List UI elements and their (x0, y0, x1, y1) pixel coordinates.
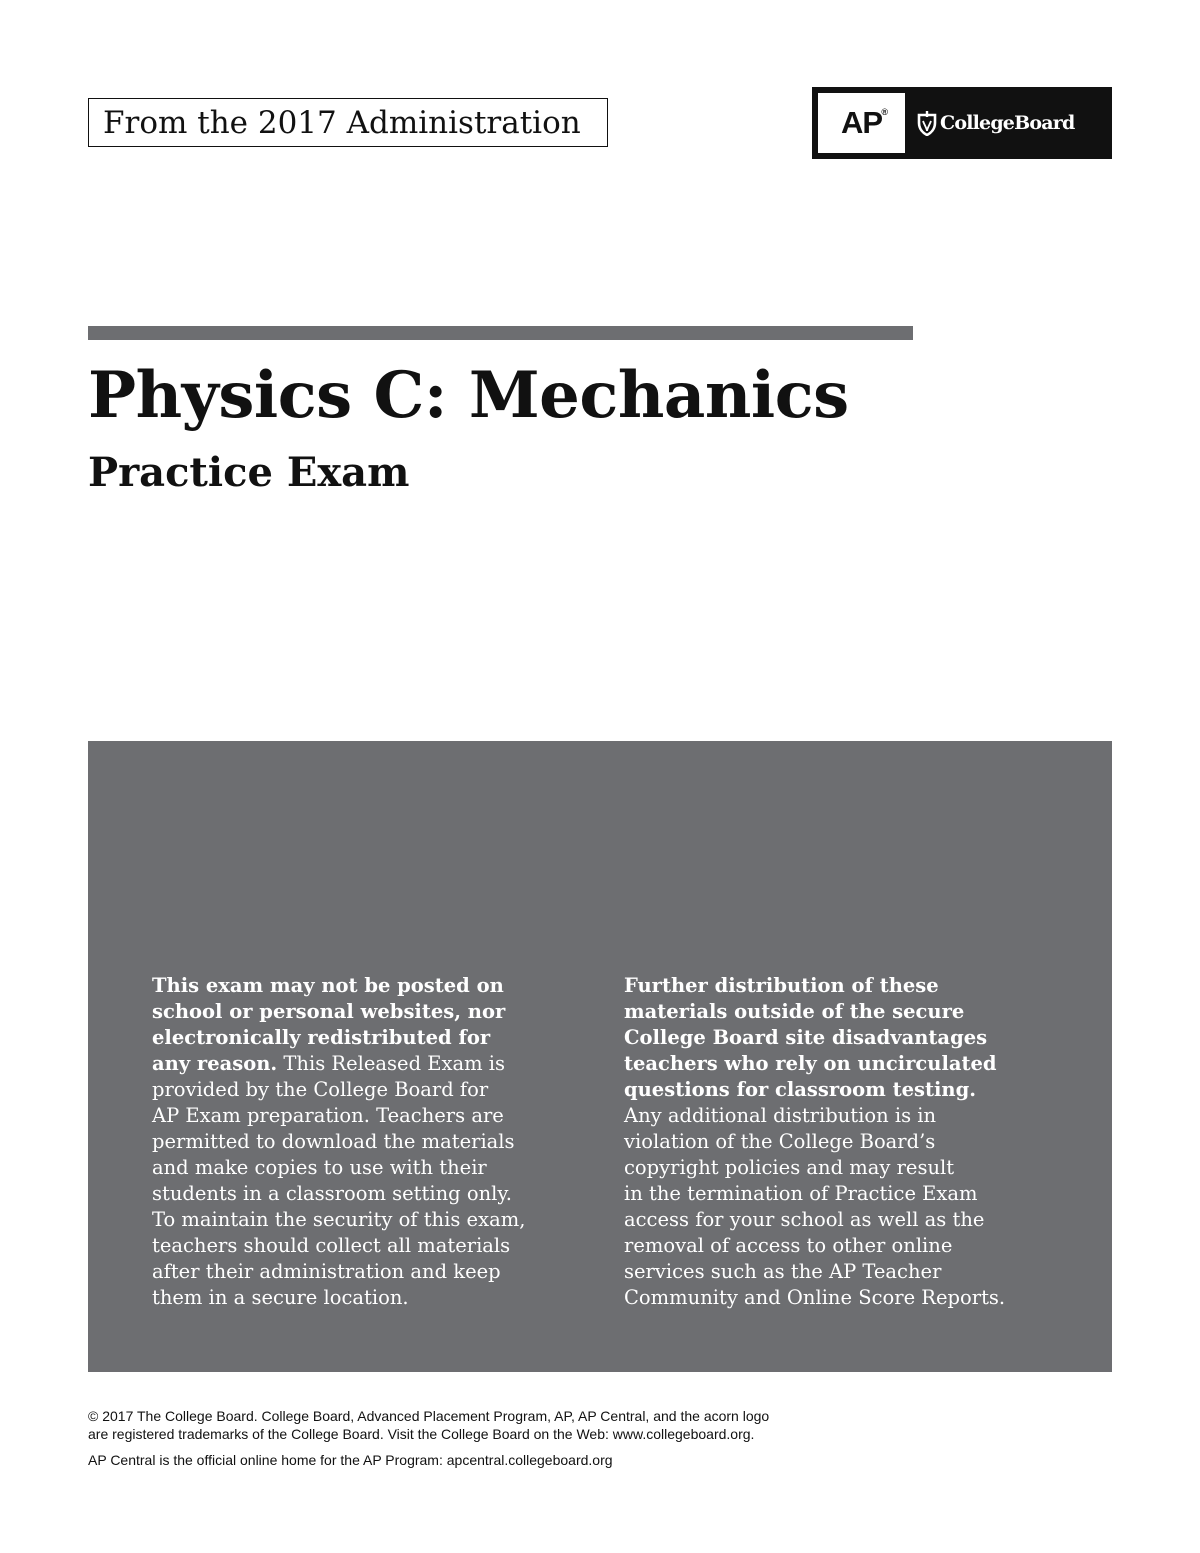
notice-right-line (624, 1207, 1044, 1233)
page-subtitle: Practice Exam (88, 449, 410, 496)
notice-left-line-normal: them in a secure location. (152, 1286, 409, 1309)
notice-left-line (152, 1181, 552, 1207)
notice-left-line-normal: and make copies to use with their (152, 1156, 487, 1179)
notice-right-line (624, 1181, 1044, 1207)
notice-left-line (152, 1155, 552, 1181)
copyright-line-2: are registered trademarks of the College Board. Visit the College Board on the Web: www.collegeboard.org. (88, 1426, 755, 1442)
ap-logo-text: AP ® (840, 105, 888, 140)
notice-right-line-normal: services such as the AP Teacher (624, 1260, 942, 1283)
copyright-line-1: © 2017 The College Board. College Board, Advanced Placement Program, AP, AP Central, and the acorn logo (88, 1408, 770, 1424)
notice-left-line-bold: school or personal websites, nor (152, 1000, 506, 1023)
notice-left-line (152, 1077, 552, 1103)
notice-left-line (152, 1207, 552, 1233)
notice-right-line (624, 1077, 1044, 1103)
ap-logo-box (818, 93, 905, 153)
page-title: Physics C: Mechanics (88, 358, 849, 433)
notice-right-line-normal: violation of the College Board’s (624, 1130, 936, 1153)
registered-mark: ® (881, 107, 888, 117)
notice-panel (88, 741, 1112, 1372)
footer (88, 1407, 769, 1469)
notice-left-line-normal: This Released Exam is (277, 1052, 506, 1075)
notice-left-line (152, 999, 552, 1025)
collegeboard-logo-text: CollegeBoard (940, 112, 1075, 134)
notice-right-line (624, 973, 1044, 999)
notice-left-line-bold: electronically redistributed for (152, 1026, 491, 1049)
notice-right-line-bold: teachers who rely on uncirculated (624, 1052, 997, 1075)
title-rule (88, 326, 913, 340)
notice-left-line (152, 1259, 552, 1285)
notice-right-line (624, 1051, 1044, 1077)
notice-left-line (152, 1025, 552, 1051)
notice-right-line (624, 1285, 1044, 1311)
administration-label-box (88, 98, 608, 147)
notice-right-line (624, 1103, 1044, 1129)
notice-left-line-bold: any reason. (152, 1052, 278, 1075)
notice-left-line-normal: provided by the College Board for (152, 1078, 489, 1101)
notice-left-line (152, 1233, 552, 1259)
notice-left-line (152, 1103, 552, 1129)
notice-right-line (624, 1259, 1044, 1285)
notice-right-line (624, 999, 1044, 1025)
notice-right-line-normal: in the termination of Practice Exam (624, 1182, 978, 1205)
notice-left-column (152, 973, 552, 1311)
notice-right-line-bold: materials outside of the secure (624, 1000, 965, 1023)
notice-right-line-normal: Any additional distribution is in (624, 1104, 937, 1127)
notice-right-line (624, 1155, 1044, 1181)
notice-right-column (624, 973, 1044, 1311)
notice-right-line-bold: Further distribution of these (624, 974, 939, 997)
collegeboard-logo (916, 107, 1074, 139)
notice-right-line (624, 1025, 1044, 1051)
acorn-icon (916, 110, 938, 136)
notice-right-line-normal: removal of access to other online (624, 1234, 953, 1257)
notice-right-line-bold: questions for classroom testing. (624, 1078, 977, 1101)
notice-left-line-normal: students in a classroom setting only. (152, 1182, 512, 1205)
notice-left-line-normal: AP Exam preparation. Teachers are (152, 1104, 504, 1127)
notice-left-line-normal: permitted to download the materials (152, 1130, 515, 1153)
notice-left-line (152, 973, 552, 999)
notice-left-line-normal: teachers should collect all materials (152, 1234, 511, 1257)
ap-collegeboard-logo (812, 87, 1112, 159)
notice-left-line-normal: To maintain the security of this exam, (152, 1208, 526, 1231)
notice-left-line (152, 1285, 552, 1311)
apcentral-line: AP Central is the official online home for the AP Program: apcentral.collegeboard.org (88, 1452, 613, 1468)
notice-right-line-normal: Community and Online Score Reports. (624, 1286, 1006, 1309)
notice-left-line-normal: after their administration and keep (152, 1260, 501, 1283)
notice-right-line (624, 1233, 1044, 1259)
notice-right-line-bold: College Board site disadvantages (624, 1026, 988, 1049)
notice-left-line-bold: This exam may not be posted on (152, 974, 504, 997)
administration-label: From the 2017 Administration (103, 104, 581, 141)
notice-right-line-normal: copyright policies and may result (624, 1156, 955, 1179)
notice-right-line (624, 1129, 1044, 1155)
notice-left-line (152, 1051, 552, 1077)
notice-right-line-normal: access for your school as well as the (624, 1208, 985, 1231)
notice-left-line (152, 1129, 552, 1155)
